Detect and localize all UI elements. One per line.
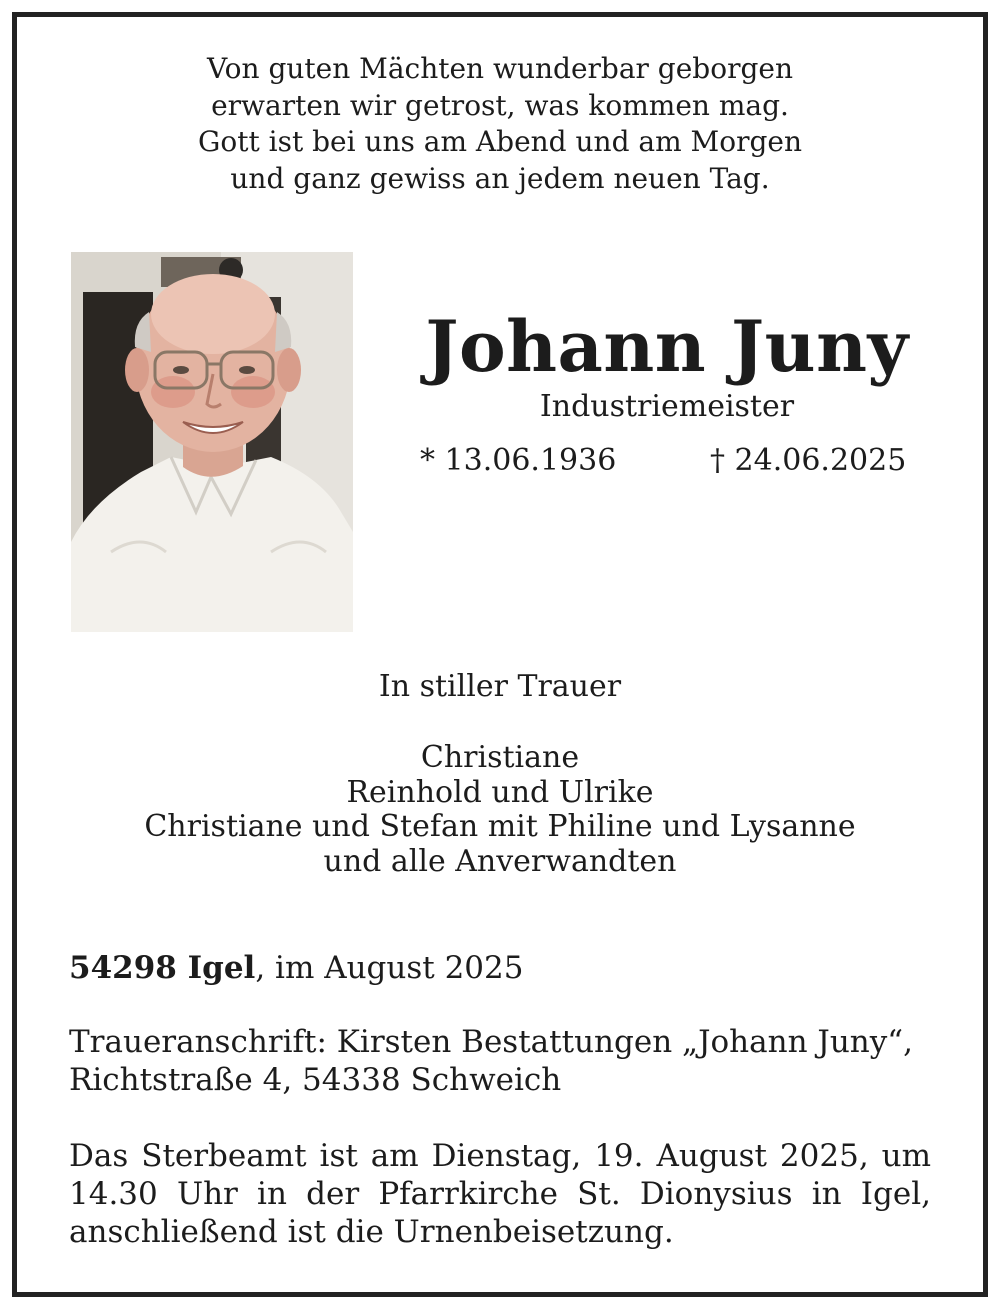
address-line: Richtstraße 4, 54338 Schweich (69, 1062, 562, 1098)
family-line: Reinhold und Ulrike (346, 774, 654, 810)
birth-date: * 13.06.1936 (420, 443, 617, 478)
poem (17, 51, 983, 197)
portrait-photo-icon (71, 252, 353, 632)
poem-line: Von guten Mächten wunderbar geborgen (207, 52, 793, 85)
deceased-profession: Industriemeister (539, 389, 795, 424)
poem-line: Gott ist bei uns am Abend und am Morgen (198, 125, 802, 158)
family-line: Christiane und Stefan mit Philine und Lysanne (144, 809, 856, 844)
family-list (17, 741, 983, 879)
service-line: anschließend ist die Urnenbeisetzung. (69, 1214, 674, 1250)
poem-line: erwarten wir getrost, was kommen mag. (211, 88, 789, 122)
place-location: 54298 Igel (69, 950, 256, 986)
family-line: Christiane (420, 740, 580, 775)
poem-line: und ganz gewiss an jedem neuen Tag. (230, 161, 770, 195)
funeral-service-info (69, 1137, 931, 1251)
deceased-name: Johann Juny (425, 305, 909, 388)
death-date: † 24.06.2025 (710, 443, 907, 478)
service-line: Das Sterbeamt ist am Dienstag, 19. August 2025, um (69, 1138, 931, 1174)
obituary-frame (12, 12, 988, 1297)
place-date (69, 949, 523, 987)
service-line: 14.30 Uhr in der Pfarrkirche St. Dionysius in Igel, (69, 1176, 931, 1212)
address-line: Traueranschrift: Kirsten Bestattungen „Johann Juny“, (69, 1024, 913, 1060)
place-month: , im August 2025 (255, 950, 524, 986)
mourning-heading: In stiller Trauer (378, 669, 622, 704)
family-line: und alle Anverwandten (323, 843, 677, 879)
portrait-photo (71, 252, 353, 632)
mourning-address (69, 1023, 931, 1099)
